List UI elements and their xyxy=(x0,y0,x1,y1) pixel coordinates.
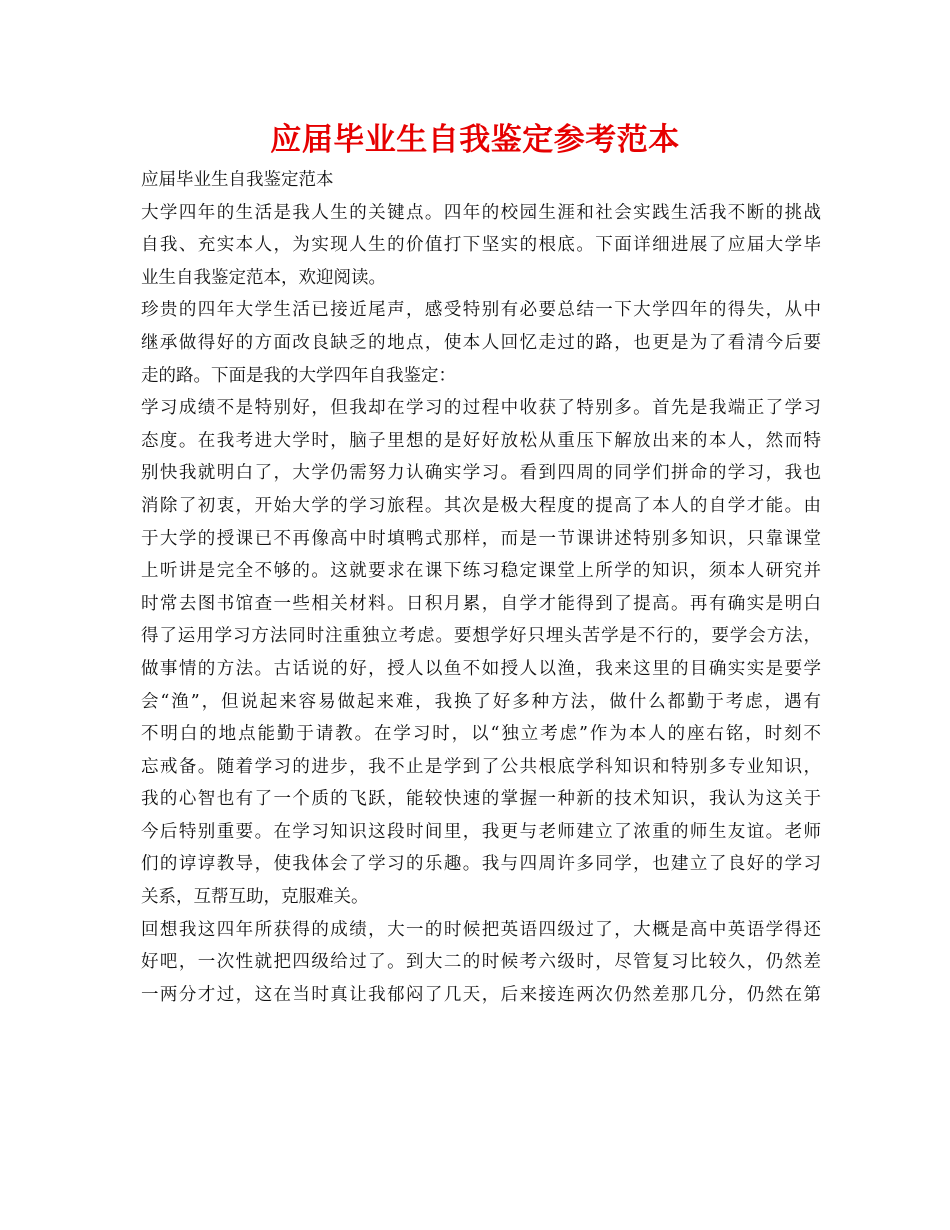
body-line: 不明白的地点能勤于请教。在学习时，以“独立考虑”作为本人的座右铭，时刻不 xyxy=(141,724,821,745)
document-body xyxy=(141,164,821,1011)
body-line: 继承做得好的方面改良缺乏的地点，使本人回忆走过的路，也更是为了看清今后要 xyxy=(141,332,821,353)
body-line: 态度。在我考进大学时，脑子里想的是好好放松从重压下解放出来的本人，然而特 xyxy=(141,430,821,451)
body-line: 上听讲是完全不够的。这就要求在课下练习稳定课堂上所学的知识，须本人研究并 xyxy=(141,561,821,582)
body-line: 于大学的授课已不再像高中时填鸭式那样，而是一节课讲述特别多知识，只靠课堂 xyxy=(141,528,821,549)
body-line: 一两分才过，这在当时真让我郁闷了几天，后来接连两次仍然差那几分，仍然在第 xyxy=(141,984,821,1005)
body-line: 得了运用学习方法同时注重独立考虑。要想学好只埋头苦学是不行的，要学会方法， xyxy=(141,626,821,647)
body-line: 自我、充实本人，为实现人生的价值打下坚实的根底。下面详细进展了应届大学毕 xyxy=(141,235,821,256)
body-line: 做事情的方法。古话说的好，授人以鱼不如授人以渔，我来这里的目确实实是要学 xyxy=(141,658,821,679)
body-line: 走的路。下面是我的大学四年自我鉴定： xyxy=(141,365,456,386)
body-line: 会“渔”，但说起来容易做起来难，我换了好多种方法，做什么都勤于考虑，遇有 xyxy=(141,691,821,712)
body-line: 大学四年的生活是我人生的关键点。四年的校园生涯和社会实践生活我不断的挑战 xyxy=(141,202,821,223)
body-line: 今后特别重要。在学习知识这段时间里，我更与老师建立了浓重的师生友谊。老师 xyxy=(141,821,821,842)
body-line: 我的心智也有了一个质的飞跃，能较快速的掌握一种新的技术知识，我认为这关于 xyxy=(141,789,821,810)
body-line: 们的谆谆教导，使我体会了学习的乐趣。我与四周许多同学，也建立了良好的学习 xyxy=(141,854,821,875)
body-line: 学习成绩不是特别好，但我却在学习的过程中收获了特别多。首先是我端正了学习 xyxy=(141,398,821,419)
body-line: 业生自我鉴定范本，欢迎阅读。 xyxy=(141,267,386,288)
body-line: 别快我就明白了，大学仍需努力认确实学习。看到四周的同学们拼命的学习，我也 xyxy=(141,463,821,484)
body-line: 回想我这四年所获得的成绩，大一的时候把英语四级过了，大概是高中英语学得还 xyxy=(141,919,821,940)
body-line: 珍贵的四年大学生活已接近尾声，感受特别有必要总结一下大学四年的得失，从中 xyxy=(141,300,821,321)
body-line: 忘戒备。随着学习的进步，我不止是学到了公共根底学科知识和特别多专业知识， xyxy=(141,756,821,777)
body-line: 消除了初衷，开始大学的学习旅程。其次是极大程度的提高了本人的自学才能。由 xyxy=(141,495,821,516)
document-title: 应届毕业生自我鉴定参考范本 xyxy=(270,122,680,158)
body-line: 好吧，一次性就把四级给过了。到大二的时候考六级时，尽管复习比较久，仍然差 xyxy=(141,952,821,973)
body-line: 应届毕业生自我鉴定范本 xyxy=(141,170,334,190)
body-line: 时常去图书馆查一些相关材料。日积月累，自学才能得到了提高。再有确实是明白 xyxy=(141,593,821,614)
body-line: 关系，互帮互助，克服难关。 xyxy=(141,887,369,908)
